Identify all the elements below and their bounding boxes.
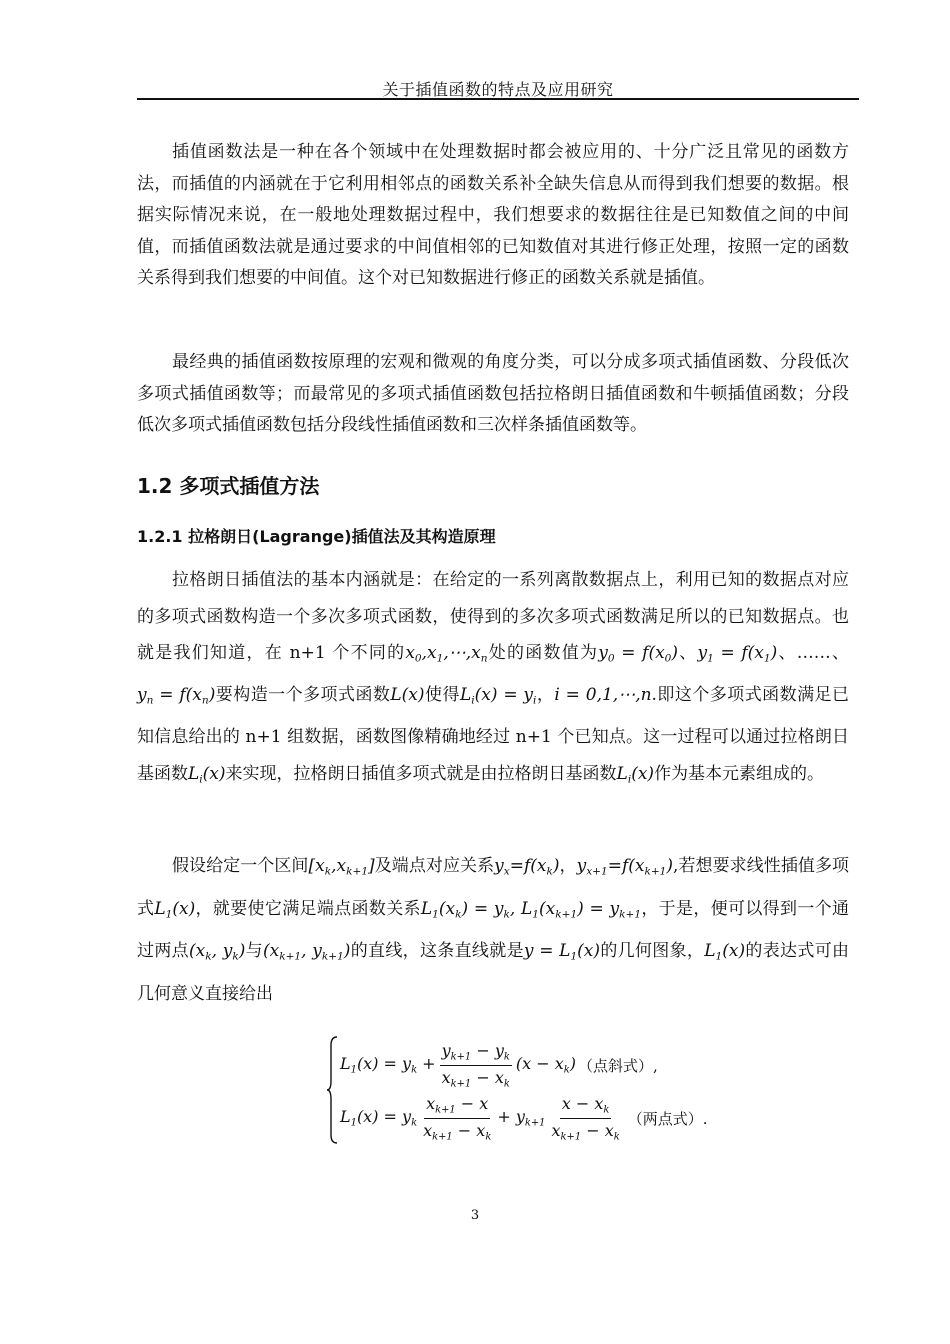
text-run: 的直线，这条直线就是 — [350, 941, 524, 962]
text-run: 、 — [678, 643, 698, 663]
text-run: .即这个多项式函数满足已知信息给出的 n+1 组数据，函数图像精确地经过 n+1 个已知点。这一过程可以通过拉格朗日基函数 — [137, 685, 850, 784]
text-run: ， — [559, 856, 577, 876]
math-basis-function: $L_i(x)$ — [616, 763, 655, 786]
text-run: 要构造一个多项式函数 — [215, 685, 391, 706]
math-L1: $L_1(x)$ — [704, 941, 746, 964]
math-basis-function: $L_i(x)$ — [188, 763, 226, 786]
math-line-eq: $y = L_1(x)$ — [523, 941, 601, 964]
text-run: 、……、 — [777, 643, 849, 663]
text-run: 来实现，拉格朗日插值多项式就是由拉格朗日基函数 — [225, 763, 617, 784]
text-run: 与 — [245, 941, 263, 962]
paragraph-linear-interpolation — [137, 848, 849, 1013]
text-run: 作为基本元素组成的。 — [654, 763, 825, 784]
math-endpoint-k: $y_x=f(x_k)$ — [494, 856, 560, 878]
page-number: 3 — [470, 1208, 480, 1223]
linear-interpolation-formula — [326, 1035, 726, 1147]
math-y1: $y_1 = f(x_1)$ — [697, 643, 778, 665]
math-point-k: ($x_k$, $y_k$) — [188, 941, 246, 964]
text-run: 及端点对应关系 — [374, 856, 495, 876]
running-header: 关于插值函数的特点及应用研究 — [382, 80, 614, 99]
math-interval: $[x_k,x_{k+1}]$ — [308, 856, 375, 878]
text-run: 拉格朗日插值法的基本内涵就是：在给定的一系列离散数据点上，利用已知的数据点对应的多项式函数构造一个多次多项式函数，使得到的多次多项式函数满足所以的已知数据点。也就是我们知道，在 n+1 个不同的 — [137, 570, 849, 663]
math-point-k1: ($x_{k+1}$, $y_{k+1}$) — [262, 941, 351, 964]
formula-point-slope: $L_1(x) = y_k$ + $\frac{y_{k+1} - y_k}{x_{k+1} - x_k}$ $(x - x_k)$ （点斜式）, — [340, 1041, 658, 1089]
formula-two-point: $L_1(x) = y_k$ $\frac{x_{k+1} - x}{x_{k+1} - x_k}$ + $y_{k+1}$ $\frac{x - x_k}{x_{k+1} - x_k}$ （两点式）. — [340, 1094, 708, 1142]
section-heading: 1.2 多项式插值方法 — [137, 474, 320, 498]
left-brace — [326, 1035, 340, 1145]
subsection-heading: 1.2.1 拉格朗日(Lagrange)插值法及其构造原理 — [137, 527, 496, 546]
math-yn: $y_n = f(x_n)$ — [137, 685, 216, 707]
formula-label-point-slope: （点斜式）, — [578, 1056, 658, 1075]
text-run: 的表达式可由几何意义直接给出 — [137, 941, 850, 1005]
formula-label-two-point: （两点式）. — [627, 1109, 708, 1128]
math-endpoint-k1: $y_{x+1}=f(x_{k+1})$ — [576, 856, 674, 878]
text-run: ，于是，便可以得到一个通过两点 — [137, 898, 850, 962]
paragraph-lagrange-basics — [137, 562, 849, 798]
text-run: ，就要使它满足端点函数关系 — [195, 898, 421, 919]
math-L1: $L_1(x)$ — [154, 898, 196, 921]
math-nodes: $x_0,x_1,\cdots,x_n$ — [405, 643, 488, 665]
math-endpoint-conditions: $L_1(x_k) = y_k$, $L_1(x_{k+1}) = y_{k+1}$ — [420, 898, 642, 921]
text-run: 的几何图象， — [600, 941, 705, 962]
paragraph-interpolation-definition: 插值函数法是一种在各个领域中在处理数据时都会被应用的、十分广泛且常见的函数方法，而插值的内涵就在于它利用相邻点的函数关系补全缺失信息从而得到我们想要的数据。根据实际情况来说，在一般地处理数据过程中，我们想要求的数据往往是已知数值之间的中间值，而插值函数法就是通过要求的中间值相邻的已知数值对其进行修正处理，按照一定的函数关系得到我们想要的中间值。这个对已知数据进行修正的函数关系就是插值。 — [137, 142, 849, 288]
math-condition: $L_i(x) = y_i$ — [459, 685, 537, 707]
paragraph-interpolation-classification: 最经典的插值函数按原理的宏观和微观的角度分类，可以分成多项式插值函数、分段低次多项式插值函数等；而最常见的多项式插值函数包括拉格朗日插值函数和牛顿插值函数；分段低次多项式插值函数包括分段线性插值函数和三次样条插值函数等。 — [137, 352, 849, 435]
text-run: ， — [536, 685, 555, 706]
math-index-range: i = 0,1,⋯,n — [554, 685, 652, 706]
text-run: 处的函数值为 — [487, 643, 599, 663]
header-rule — [137, 98, 859, 100]
text-run: 使得 — [424, 685, 460, 706]
text-run: ,若想要求线性插值多项式 — [137, 856, 850, 919]
math-y0: $y_0 = f(x_0)$ — [598, 643, 679, 665]
math-Lx: L(x) — [390, 685, 425, 706]
text-run: 假设给定一个区间 — [172, 856, 309, 876]
